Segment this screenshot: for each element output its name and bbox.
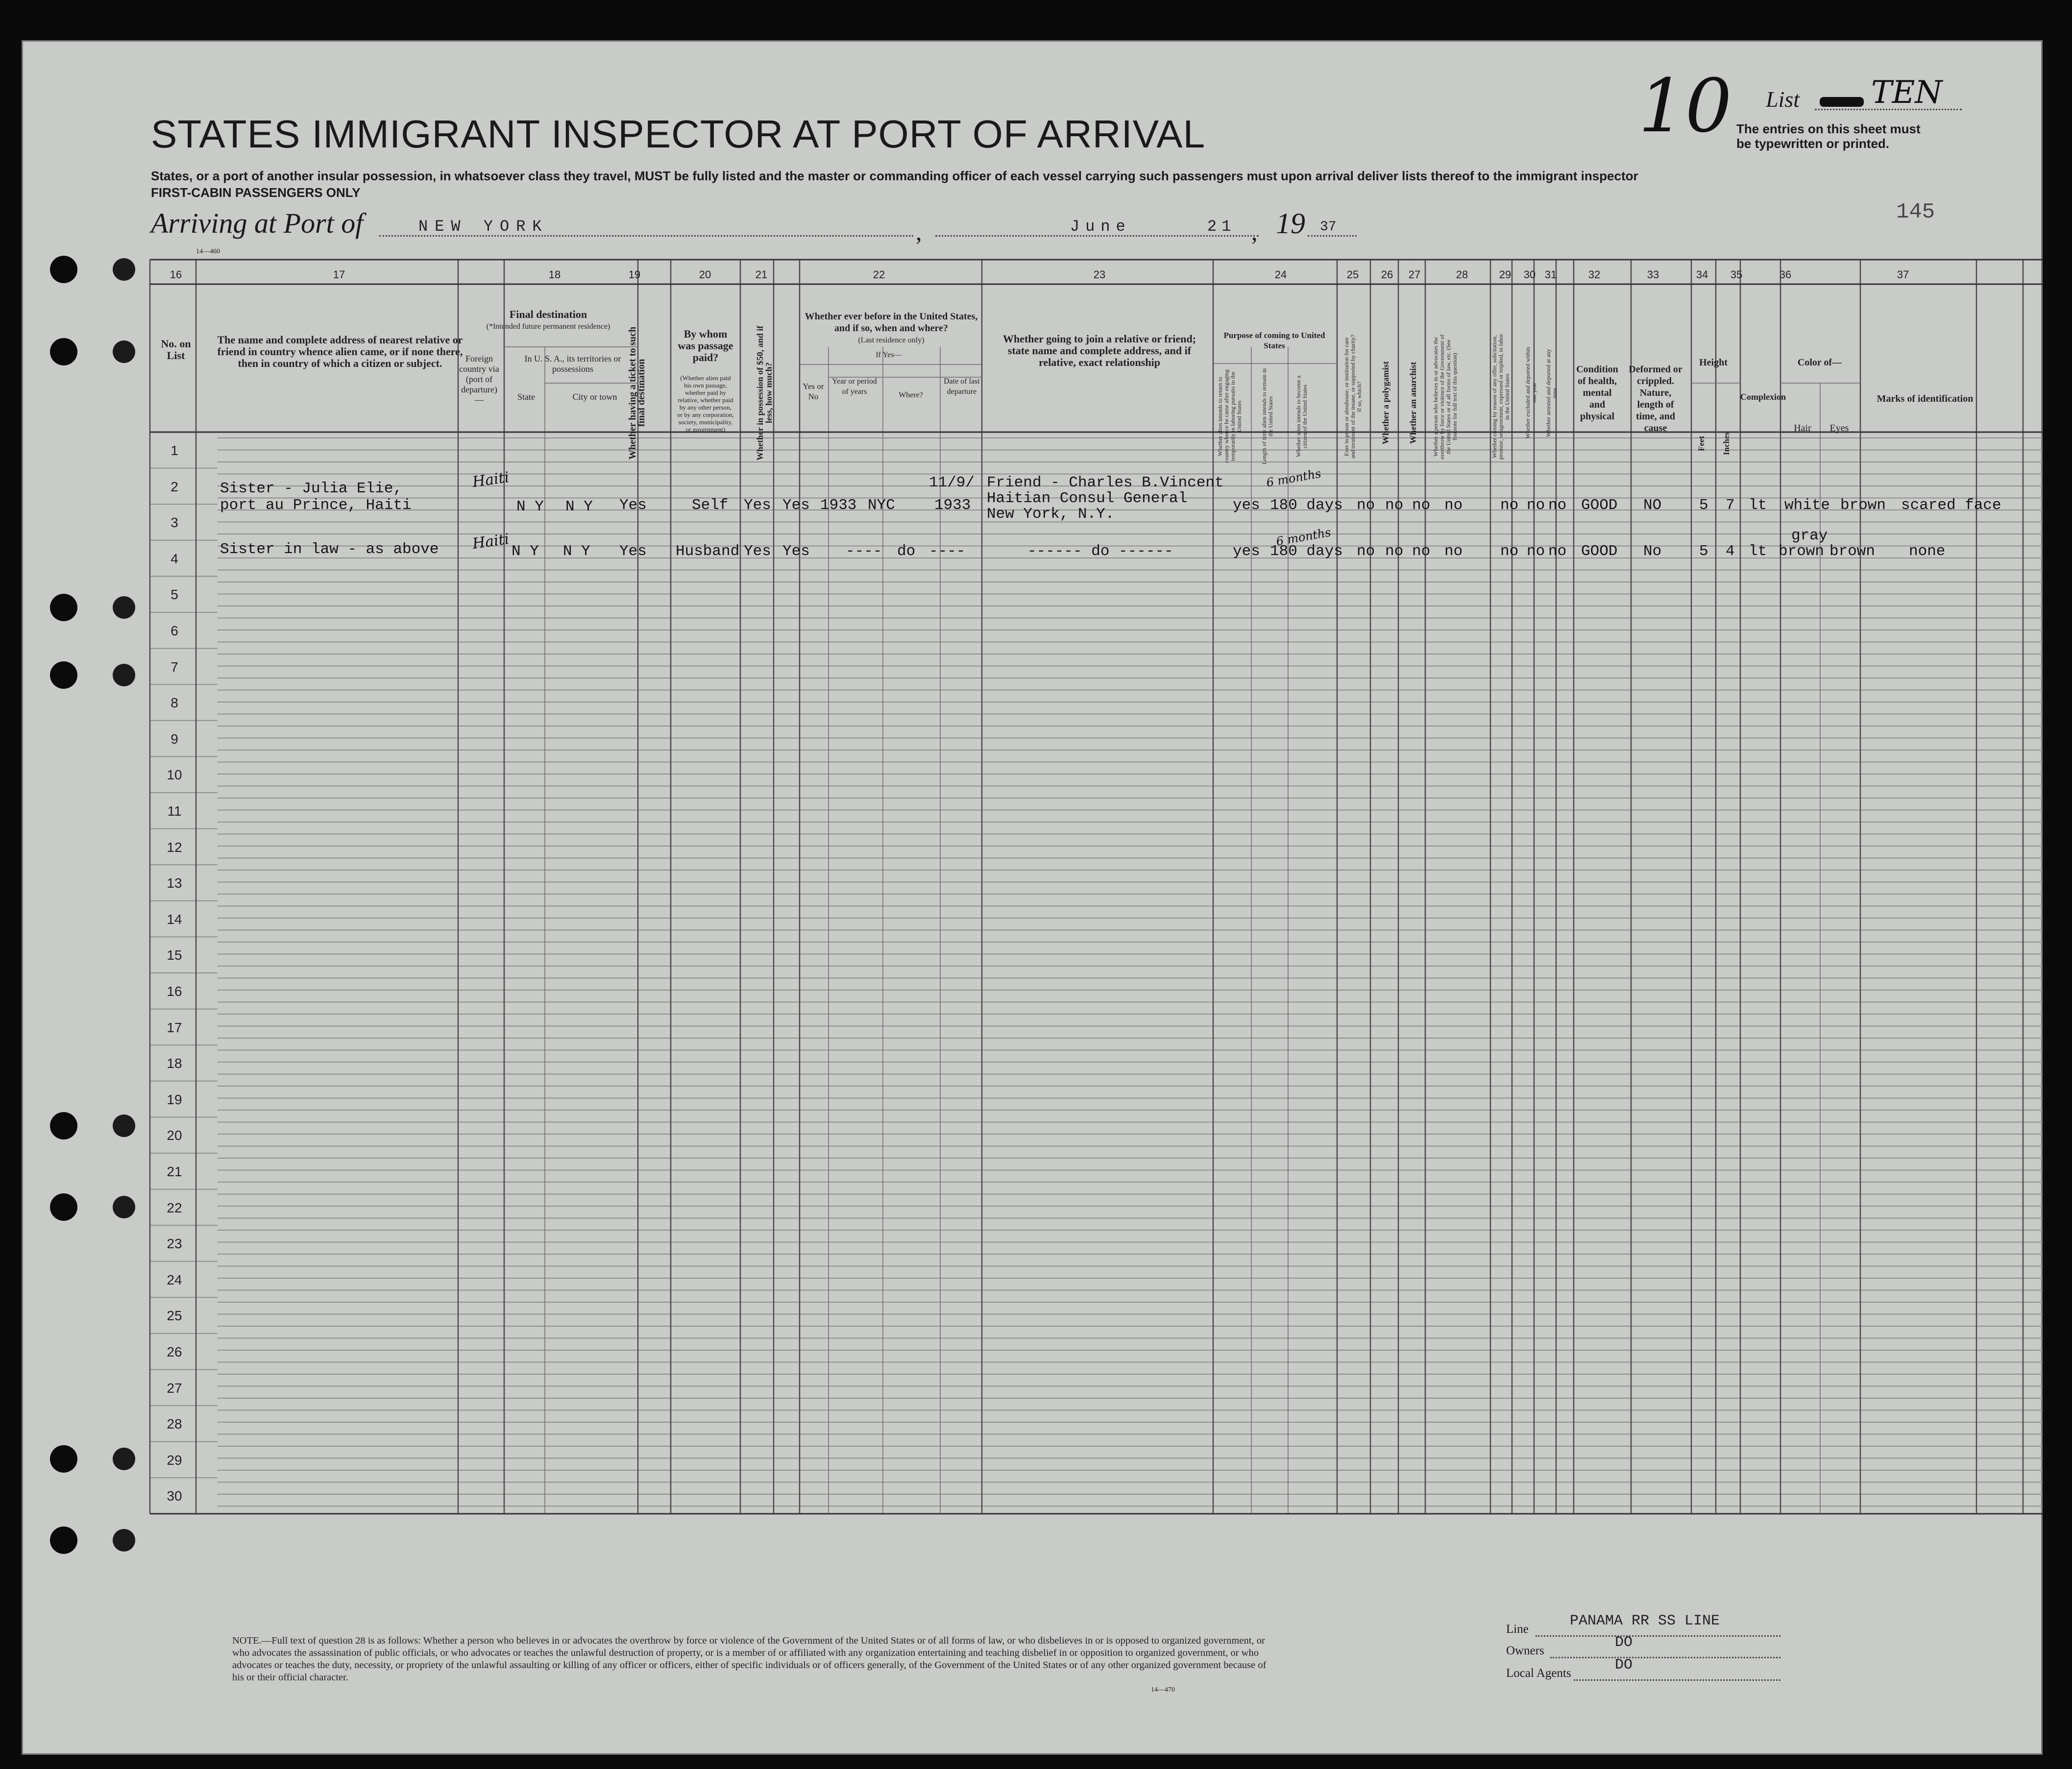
- health: GOOD: [1581, 497, 1618, 514]
- colnum-18: 18: [548, 268, 561, 281]
- eyes: brown: [1829, 543, 1876, 560]
- city: N Y: [565, 498, 593, 515]
- header-where: Where?: [899, 391, 923, 399]
- colnum-22: 22: [873, 268, 885, 281]
- colnum-26: 26: [1381, 268, 1393, 281]
- list-label: List: [1766, 87, 1800, 112]
- polygamist: no: [1385, 497, 1404, 514]
- ever-before: Yes: [782, 497, 810, 514]
- header-q28: Whether a person who believes in or advocates the overthrow by force or violence of the Government of the United States or of all forms of law, etc. (See footnote for full text of this question): [1432, 334, 1458, 460]
- header-polygamist: Whether a polygamist: [1381, 361, 1390, 444]
- agents-label: Local Agents: [1506, 1667, 1571, 1680]
- complexion: lt: [1749, 497, 1767, 514]
- join-line1: ------ do ------: [1027, 543, 1173, 560]
- health: GOOD: [1581, 543, 1618, 560]
- year-suffix: 37: [1320, 219, 1337, 235]
- footnote-q28: NOTE.—Full text of question 28 is as follows: Whether a person who believes in or advocates the overthrow by force or violence of the Government of the United States or of all forms of law, or who disbelieves in or is opposed to organized government, or who advocates the assassination of public officials, or who advocates or teaches the unlawful destruction of property, or is a member of or affiliated with any organization entertaining and teaching disbelief in or opposition to organized government, or who advocates or teaches the duty, necessity, or propriety of the unlawful assaulting or killing of any officer or officers, either of specific individuals or of officers generally, of the Government of the United States or of any other organized government because of his or their official character.: [232, 1635, 1267, 1683]
- row-number: 13: [167, 875, 182, 891]
- form-number: 14—470: [1151, 1686, 1175, 1694]
- date: 1933: [934, 497, 971, 514]
- colnum-24: 24: [1274, 268, 1287, 281]
- join-line1: Friend - Charles B.Vincent: [987, 474, 1224, 491]
- q28: no: [1444, 497, 1463, 514]
- q30: no: [1527, 543, 1545, 560]
- agents-value: DO: [1615, 1657, 1633, 1673]
- entries-note-line2: be typewritten or printed.: [1736, 136, 1890, 151]
- row-number: 24: [167, 1272, 182, 1287]
- date: ----: [929, 543, 966, 560]
- colnum-19: 19: [628, 268, 641, 281]
- colnum-34: 34: [1696, 268, 1708, 281]
- prison: no: [1357, 497, 1375, 514]
- header-height: Height: [1699, 357, 1728, 368]
- hair: white: [1784, 497, 1830, 514]
- colnum-27: 27: [1408, 268, 1421, 281]
- form-corner-number: 14—460: [196, 248, 220, 255]
- row-number: 4: [171, 551, 178, 566]
- header-q29: Whether coming by reason of any offer, solicitation, promise, or agreement, expressed or implied, to labor in the United States: [1491, 334, 1511, 460]
- row-number: 18: [167, 1056, 182, 1071]
- complexion: lt: [1749, 543, 1767, 560]
- hair: brown: [1779, 543, 1825, 560]
- q31: no: [1548, 497, 1567, 514]
- row-number: 28: [167, 1416, 182, 1432]
- colnum-30: 30: [1523, 268, 1536, 281]
- punch-hole: [50, 1445, 77, 1473]
- punch-hole: [50, 256, 77, 283]
- row-number: 9: [171, 731, 178, 747]
- punch-hole: [50, 338, 77, 365]
- header-purpose-return: Whether alien intends to return to country whence he came after engaging temporarily in laboring pursuits in the United States: [1217, 369, 1243, 463]
- colnum-28: 28: [1456, 268, 1468, 281]
- length-stay: 180 days: [1270, 497, 1343, 514]
- punch-hole: [50, 594, 77, 621]
- header-eyes: Eyes: [1829, 423, 1849, 434]
- row-number: 17: [167, 1019, 182, 1035]
- manifest-sheet: [22, 40, 2043, 1755]
- line-dotted: [1536, 1635, 1780, 1637]
- month-value: June: [1070, 218, 1131, 236]
- colnum-33: 33: [1647, 268, 1659, 281]
- eyes: brown: [1840, 497, 1886, 514]
- comma: ,: [916, 218, 922, 245]
- foreign-handwritten: Haiti: [471, 530, 511, 553]
- punch-hole: [113, 596, 135, 619]
- where: do: [897, 543, 916, 560]
- header-inches: Inches: [1722, 432, 1731, 455]
- comma: ,: [1251, 218, 1258, 245]
- row-number: 27: [167, 1380, 182, 1396]
- list-redaction: [1820, 97, 1864, 107]
- row-number: 10: [167, 767, 182, 783]
- colnum-35: 35: [1730, 268, 1743, 281]
- prison: no: [1357, 543, 1375, 560]
- header-hair: Hair: [1794, 423, 1811, 434]
- row-number: 1: [171, 443, 178, 458]
- header-marks: Marks of identification: [1877, 393, 1974, 404]
- intends-return: yes: [1233, 543, 1260, 560]
- row-number: 23: [167, 1236, 182, 1252]
- header-no-on-list: No. on List: [161, 338, 191, 362]
- header-going-to-join: Whether going to join a relative or friend; state name and complete address, and if relative, exact relationship: [1002, 333, 1196, 368]
- inches: 4: [1726, 543, 1735, 560]
- header-purpose-citizen: Whether alien intends to become a citizen of the United States: [1295, 375, 1308, 458]
- row-number: 12: [167, 839, 182, 855]
- header-ever-before-sub: (Last residence only): [858, 336, 925, 344]
- row-number: 26: [167, 1344, 182, 1359]
- q28: no: [1444, 543, 1463, 560]
- sheet-number-handwritten: 10: [1638, 64, 1732, 149]
- feet: 5: [1699, 497, 1708, 514]
- row-number: 19: [167, 1091, 182, 1107]
- header-foreign-country: Foreign country via (port of departure)—: [459, 354, 499, 405]
- colnum-25: 25: [1346, 268, 1359, 281]
- marks: scared face: [1901, 497, 2001, 514]
- table-grid: [22, 40, 2043, 1755]
- length-stay: 180 days: [1270, 543, 1343, 560]
- colnum-17: 17: [333, 268, 345, 281]
- punch-hole: [50, 1193, 77, 1221]
- hair-top: gray: [1791, 527, 1828, 544]
- relative-line2: port au Prince, Haiti: [220, 497, 412, 514]
- page-title: STATES IMMIGRANT INSPECTOR AT PORT OF ARRIVAL: [151, 112, 1206, 156]
- state: N Y: [512, 543, 539, 560]
- header-if-yes: If Yes—: [876, 351, 902, 359]
- agents-dotted: [1574, 1679, 1780, 1681]
- row-number: 16: [167, 984, 182, 999]
- row-number: 14: [167, 911, 182, 927]
- header-deformed: Deformed or crippled. Nature, length of time, and cause: [1629, 364, 1682, 434]
- header-final-destination: Final destination: [509, 308, 587, 320]
- paid-by: Self: [692, 497, 729, 514]
- header-purpose: Purpose of coming to United States: [1223, 331, 1325, 350]
- header-final-destination-sub: (*Intended future permanent residence): [486, 322, 610, 331]
- row-number: 21: [167, 1164, 182, 1179]
- header-fifty-dollars: Whether in possession of $50, and if less, how much?: [755, 325, 774, 460]
- fifty: Yes: [744, 543, 771, 560]
- relative-line1: Sister in law - as above: [220, 541, 439, 558]
- header-prison: Ever in prison or almshouse, or institution for care and treatment of the insane, or supported by charity? If so, which?: [1343, 335, 1363, 459]
- header-ticket: Whether having a ticket to such final destination: [627, 326, 647, 460]
- row-number: 15: [167, 947, 182, 963]
- port-value: NEW YORK: [418, 218, 549, 236]
- row-number: 29: [167, 1452, 182, 1468]
- colnum-16: 16: [170, 268, 182, 281]
- header-years: Year or period of years: [832, 377, 877, 396]
- colnum-23: 23: [1093, 268, 1106, 281]
- punch-hole: [113, 258, 135, 281]
- foreign-handwritten: Haiti: [471, 468, 511, 491]
- ticket: Yes: [619, 543, 647, 560]
- colnum-36: 36: [1779, 268, 1792, 281]
- row-number: 3: [171, 515, 178, 531]
- row-number: 20: [167, 1128, 182, 1143]
- colnum-21: 21: [755, 268, 768, 281]
- punch-hole: [50, 1527, 77, 1554]
- intends-return: yes: [1233, 497, 1260, 514]
- deformed: NO: [1643, 497, 1662, 514]
- list-value: TEN: [1871, 74, 1943, 111]
- join-line2: Haitian Consul General: [987, 490, 1188, 507]
- punch-hole: [113, 1115, 135, 1137]
- years: ----: [846, 543, 882, 560]
- row-number: 6: [171, 623, 178, 638]
- fifty: Yes: [744, 497, 771, 514]
- anarchist: no: [1412, 543, 1431, 560]
- marks: none: [1909, 543, 1946, 560]
- header-date-departure: Date of last departure: [944, 377, 980, 396]
- header-complexion: Complexion: [1740, 392, 1786, 402]
- punch-hole: [113, 664, 135, 686]
- header-passage-paid: By whom was passage paid?: [678, 328, 733, 363]
- row-number: 11: [167, 803, 182, 819]
- instructions-text: States, or a port of another insular possession, in whatsoever class they travel, MUST be fully listed and the master or commanding officer of each vessel carrying such passengers must upon arrival deliver lists thereof to the immigrant inspector: [151, 169, 1638, 183]
- punch-hole: [50, 1112, 77, 1139]
- header-anarchist: Whether an anarchist: [1408, 362, 1418, 444]
- colnum-37: 37: [1897, 268, 1909, 281]
- owners-value: DO: [1615, 1634, 1633, 1651]
- punch-hole: [113, 1196, 135, 1218]
- header-health: Condition of health, mental and physical: [1576, 364, 1618, 422]
- where: NYC: [868, 497, 895, 514]
- class-note: FIRST-CABIN PASSENGERS ONLY: [151, 185, 361, 200]
- q31: no: [1548, 543, 1567, 560]
- header-feet: Feet: [1697, 436, 1706, 451]
- punch-hole: [50, 661, 77, 689]
- header-yes-or-no: Yes or No: [803, 382, 824, 401]
- state: N Y: [516, 498, 544, 515]
- row-number: 30: [167, 1488, 182, 1504]
- q29: no: [1500, 497, 1519, 514]
- relative-line1: Sister - Julia Elie,: [220, 480, 403, 497]
- feet: 5: [1699, 543, 1708, 560]
- punch-hole: [113, 340, 135, 363]
- year-prefix: 19: [1276, 207, 1305, 240]
- row-number: 2: [171, 479, 178, 494]
- year-dotted-line: [1308, 235, 1357, 237]
- header-relative: The name and complete address of nearest relative or friend in country whence alien came, or if none there, then in country of which a citizen or subject.: [217, 334, 463, 369]
- header-passage-paid-sub: (Whether alien paid his own passage, whether paid by relative, whether paid by any other person, or by any corporation, society, municipality, or government): [677, 374, 734, 433]
- header-ever-before: Whether ever before in the United States, and if so, when and where?: [804, 311, 978, 334]
- polygamist: no: [1385, 543, 1404, 560]
- ticket: Yes: [619, 497, 647, 514]
- q29: no: [1500, 543, 1519, 560]
- paid-by: Husband: [676, 543, 740, 560]
- owners-label: Owners: [1506, 1644, 1544, 1657]
- handwritten-months: 6 months: [1265, 466, 1322, 490]
- row-number: 8: [171, 695, 178, 711]
- deformed: No: [1643, 543, 1662, 560]
- header-usa: In U. S. A., its territories or possessions: [524, 354, 621, 374]
- years: 1933: [820, 497, 857, 514]
- header-state: State: [517, 392, 535, 402]
- punch-hole: [113, 1529, 135, 1551]
- day-value: 21: [1207, 218, 1236, 236]
- q30: no: [1527, 497, 1545, 514]
- handwritten-months: 6 months: [1275, 525, 1332, 549]
- header-purpose-length: Length of time alien intends to remain in the United States: [1261, 368, 1274, 465]
- header-city: City or town: [572, 392, 617, 402]
- punch-hole: [113, 1448, 135, 1470]
- entries-note: [1736, 121, 1921, 151]
- row-number: 7: [171, 659, 178, 675]
- colnum-29: 29: [1499, 268, 1511, 281]
- colnum-20: 20: [699, 268, 711, 281]
- colnum-32: 32: [1588, 268, 1601, 281]
- row-number: 25: [167, 1308, 182, 1324]
- stamp-number: 145: [1896, 200, 1935, 224]
- header-q31: Whether arrested and deported at any time: [1545, 349, 1558, 437]
- header-color-of: Color of—: [1797, 357, 1842, 368]
- anarchist: no: [1412, 497, 1431, 514]
- row-number: 22: [167, 1200, 182, 1215]
- owners-dotted: [1550, 1657, 1780, 1658]
- line-label: Line: [1506, 1623, 1529, 1636]
- entries-note-line1: The entries on this sheet must: [1736, 121, 1921, 136]
- colnum-31: 31: [1544, 268, 1557, 281]
- date-top: 11/9/: [929, 474, 975, 491]
- join-line3: New York, N.Y.: [987, 506, 1115, 523]
- inches: 7: [1726, 497, 1735, 514]
- row-number: 5: [171, 587, 178, 603]
- ever-before: Yes: [782, 543, 810, 560]
- city: N Y: [563, 543, 590, 560]
- line-value: PANAMA RR SS LINE: [1570, 1613, 1720, 1629]
- header-q30: Whether excluded and deported within one year: [1524, 347, 1537, 439]
- arriving-label: Arriving at Port of: [151, 207, 364, 239]
